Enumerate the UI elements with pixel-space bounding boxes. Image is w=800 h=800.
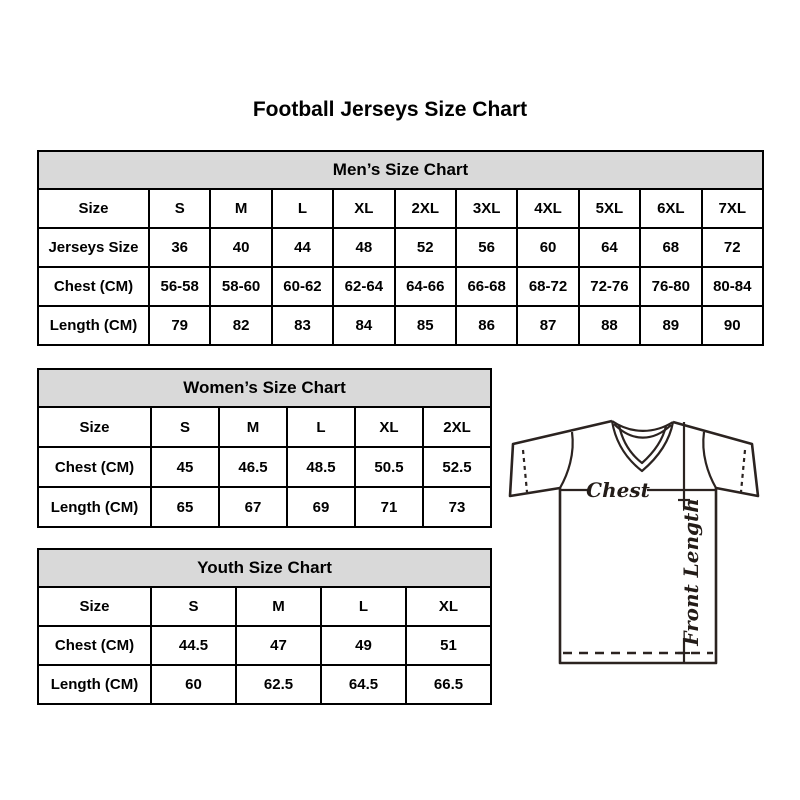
table-title: Men’s Size Chart: [38, 151, 763, 189]
table-row: [38, 267, 763, 306]
value-cell: 66-68: [456, 267, 517, 306]
value-cell: 68-72: [517, 267, 578, 306]
women-size-table: [37, 368, 492, 528]
value-cell: 82: [210, 306, 271, 345]
table-row: [38, 447, 491, 487]
value-cell: 83: [272, 306, 333, 345]
value-cell: 6XL: [640, 189, 701, 228]
value-cell: 49: [321, 626, 406, 665]
row-label: Size: [38, 189, 149, 228]
men-size-table: [37, 150, 764, 346]
row-label: Chest (CM): [38, 447, 151, 487]
value-cell: M: [236, 587, 321, 626]
value-cell: 7XL: [702, 189, 763, 228]
value-cell: 50.5: [355, 447, 423, 487]
value-cell: 62-64: [333, 267, 394, 306]
value-cell: 60: [151, 665, 236, 704]
value-cell: 44: [272, 228, 333, 267]
table-row: [38, 587, 491, 626]
value-cell: 48: [333, 228, 394, 267]
value-cell: 4XL: [517, 189, 578, 228]
value-cell: 86: [456, 306, 517, 345]
value-cell: 36: [149, 228, 210, 267]
value-cell: 88: [579, 306, 640, 345]
value-cell: 68: [640, 228, 701, 267]
value-cell: XL: [355, 407, 423, 447]
value-cell: 66.5: [406, 665, 491, 704]
value-cell: 73: [423, 487, 491, 527]
value-cell: 84: [333, 306, 394, 345]
value-cell: 5XL: [579, 189, 640, 228]
value-cell: 60-62: [272, 267, 333, 306]
value-cell: 52.5: [423, 447, 491, 487]
value-cell: XL: [406, 587, 491, 626]
table-header-row: [38, 549, 491, 587]
value-cell: 67: [219, 487, 287, 527]
value-cell: 47: [236, 626, 321, 665]
value-cell: 89: [640, 306, 701, 345]
left-cuff-dashed-line: [523, 450, 527, 492]
row-label: Chest (CM): [38, 267, 149, 306]
value-cell: 80-84: [702, 267, 763, 306]
value-cell: 51: [406, 626, 491, 665]
value-cell: 52: [395, 228, 456, 267]
table-row: [38, 626, 491, 665]
right-cuff-dashed-line: [741, 450, 745, 492]
value-cell: 79: [149, 306, 210, 345]
value-cell: 65: [151, 487, 219, 527]
value-cell: L: [287, 407, 355, 447]
value-cell: 2XL: [423, 407, 491, 447]
value-cell: 44.5: [151, 626, 236, 665]
value-cell: 87: [517, 306, 578, 345]
row-label: Chest (CM): [38, 626, 151, 665]
table-row: [38, 228, 763, 267]
value-cell: 85: [395, 306, 456, 345]
youth-size-table: [37, 548, 492, 705]
value-cell: 56-58: [149, 267, 210, 306]
table-row: [38, 665, 491, 704]
value-cell: S: [149, 189, 210, 228]
table-row: [38, 306, 763, 345]
table-title: Women’s Size Chart: [38, 369, 491, 407]
value-cell: M: [210, 189, 271, 228]
row-label: Size: [38, 407, 151, 447]
page-title: Football Jerseys Size Chart: [252, 98, 528, 121]
jersey-outline: [510, 421, 758, 663]
row-label: Length (CM): [38, 487, 151, 527]
table-row: [38, 487, 491, 527]
table-row: [38, 407, 491, 447]
value-cell: 60: [517, 228, 578, 267]
row-label: Length (CM): [38, 665, 151, 704]
right-sleeve-seam: [703, 432, 716, 488]
row-label: Size: [38, 587, 151, 626]
value-cell: L: [321, 587, 406, 626]
value-cell: 40: [210, 228, 271, 267]
value-cell: 45: [151, 447, 219, 487]
chest-label: Chest: [586, 478, 650, 502]
row-label: Length (CM): [38, 306, 149, 345]
value-cell: S: [151, 587, 236, 626]
value-cell: 62.5: [236, 665, 321, 704]
value-cell: 64: [579, 228, 640, 267]
value-cell: 64-66: [395, 267, 456, 306]
row-label: Jerseys Size: [38, 228, 149, 267]
value-cell: S: [151, 407, 219, 447]
table-header-row: [38, 369, 491, 407]
value-cell: 64.5: [321, 665, 406, 704]
table-header-row: [38, 151, 763, 189]
value-cell: 3XL: [456, 189, 517, 228]
jersey-diagram: [500, 408, 772, 680]
value-cell: M: [219, 407, 287, 447]
value-cell: L: [272, 189, 333, 228]
value-cell: 48.5: [287, 447, 355, 487]
value-cell: 46.5: [219, 447, 287, 487]
value-cell: 72: [702, 228, 763, 267]
value-cell: 2XL: [395, 189, 456, 228]
value-cell: 69: [287, 487, 355, 527]
table-title: Youth Size Chart: [38, 549, 491, 587]
value-cell: 76-80: [640, 267, 701, 306]
value-cell: 90: [702, 306, 763, 345]
table-row: [38, 189, 763, 228]
value-cell: 58-60: [210, 267, 271, 306]
value-cell: 71: [355, 487, 423, 527]
front-length-label: Front Length: [679, 498, 703, 646]
value-cell: XL: [333, 189, 394, 228]
value-cell: 56: [456, 228, 517, 267]
left-sleeve-seam: [560, 432, 573, 488]
value-cell: 72-76: [579, 267, 640, 306]
